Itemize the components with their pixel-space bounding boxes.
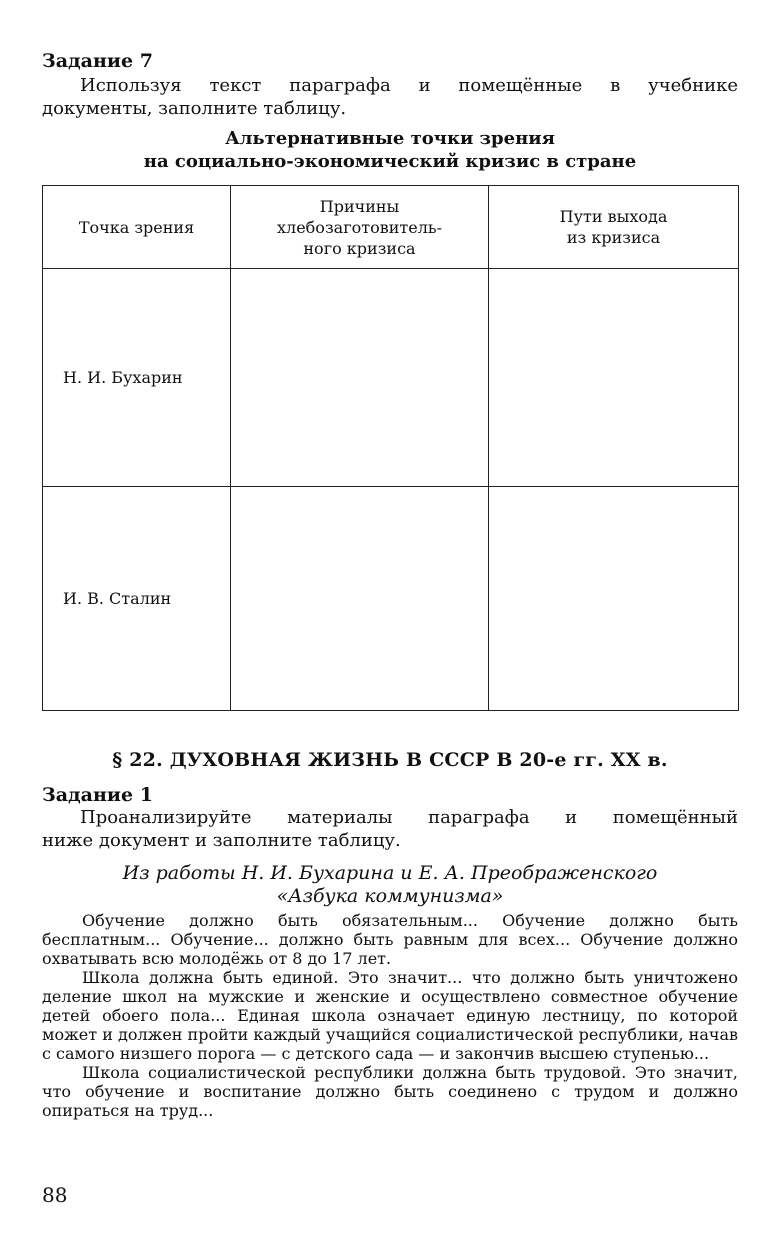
document-body: [42, 911, 738, 1120]
task7-title: Задание 7: [42, 50, 153, 72]
header-viewpoint: Точка зрения: [43, 186, 231, 269]
document-paragraph-3: Школа социалистической республики должна быть трудовой. Это значит, что обучение и воспитание должно быть соединено с трудом и должно опираться на труд...: [42, 1063, 738, 1120]
document-paragraph-1: Обучение должно быть обязательным... Обучение должно быть бесплатным... Обучение... должно быть равным для всех... Обучение должно охватывать всю молодёжь от 8 до 17 лет.: [42, 911, 738, 968]
table-title-line2: на социально-экономический кризис в стране: [143, 151, 637, 172]
header-ways-line1: Пути выхода: [559, 207, 668, 226]
table-row: [43, 269, 739, 487]
table-header-row: [43, 186, 739, 269]
row-bukharin-name: Н. И. Бухарин: [43, 269, 231, 487]
table-row: [43, 487, 739, 711]
row-stalin-ways-cell[interactable]: [489, 487, 739, 711]
document-title-line1: Из работы Н. И. Бухарина и Е. А. Преображенского: [122, 862, 658, 884]
document-paragraph-2: Школа должна быть единой. Это значит... что должно быть уничтожено деление школ на мужские и женские и осуществлено совместное обучение детей обоего пола... Единая школа означает единую лестницу, по которой может и должен пройти каждый учащийся социалистической республики, начав с самого низшего порога — с детского сада — и закончив высшею ступенью...: [42, 968, 738, 1063]
header-causes: [231, 186, 489, 269]
task7-instruction-line2: документы, заполните таблицу.: [42, 98, 347, 119]
row-stalin-causes-cell[interactable]: [231, 487, 489, 711]
section-heading: § 22. ДУХОВНАЯ ЖИЗНЬ В СССР В 20-е гг. XX в.: [112, 749, 668, 771]
row-bukharin-ways-cell[interactable]: [489, 269, 739, 487]
header-ways-out: [489, 186, 739, 269]
viewpoints-table: [42, 185, 739, 711]
header-causes-line3: ного кризиса: [303, 238, 416, 258]
task1-instruction-line1: Проанализируйте материалы параграфа и помещённый: [80, 807, 738, 828]
task7-instruction-line1: Используя текст параграфа и помещённые в учебнике: [80, 75, 738, 96]
header-causes-line1: Причины: [319, 196, 400, 216]
header-causes-line2: хлебозаготовитель-: [277, 217, 442, 237]
page-number: 88: [42, 1183, 68, 1207]
table-title-line1: Альтернативные точки зрения: [225, 128, 555, 149]
task1-title: Задание 1: [42, 784, 153, 806]
header-ways-line2: из кризиса: [566, 228, 661, 247]
document-title-line2: «Азбука коммунизма»: [276, 885, 504, 907]
row-bukharin-causes-cell[interactable]: [231, 269, 489, 487]
row-stalin-name: И. В. Сталин: [43, 487, 231, 711]
task1-instruction-line2: ниже документ и заполните таблицу.: [42, 830, 401, 851]
